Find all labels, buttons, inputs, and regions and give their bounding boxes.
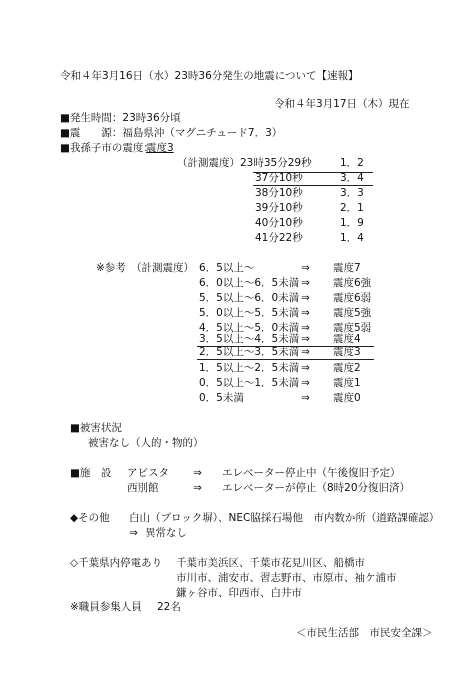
reference-level: 震度0 [333,392,361,404]
staff-label: ※職員参集人員 [70,601,142,613]
measured-value: 3．3 [340,187,364,199]
facility-arrow-icon: ⇒ [193,467,202,479]
outage-area-line: 鎌ヶ谷市、印西市、白井市 [176,587,302,599]
measured-time: 39分10秒 [255,202,303,214]
facility-status: エレベーターが停止（8時20分復旧済） [222,482,411,494]
reference-arrow-icon: ⇒ [301,346,310,358]
measured-value: 3．4 [340,172,364,184]
reference-range: 5．0以上～5．5未満 [199,307,300,319]
reference-level: 震度1 [333,377,361,389]
report-date: 令和４年3月17日（木）現在 [274,98,410,110]
reference-level: 震度6強 [333,277,372,289]
damage-detail: 被害なし（人的・物的） [88,437,204,449]
reference-arrow-icon: ⇒ [301,277,310,289]
reference-arrow-icon: ⇒ [301,322,310,334]
reference-arrow-icon: ⇒ [301,392,310,404]
measured-time: 38分10秒 [255,187,303,199]
reference-arrow-icon: ⇒ [301,333,310,345]
reference-level: 震度7 [333,262,361,274]
reference-range: 6．5以上～ [199,262,255,274]
reference-range: 6．0以上～6．5未満 [199,277,300,289]
reference-arrow-icon: ⇒ [301,307,310,319]
measured-time: 37分10秒 [255,172,303,184]
reference-level: 震度4 [333,333,361,345]
reference-range: 0．5以上～1．5未満 [199,377,300,389]
reference-range: 1．5以上～2．5未満 [199,362,300,374]
reference-arrow-icon: ⇒ [301,377,310,389]
measured-value: 2．1 [340,202,364,214]
staff-count: 22名 [157,601,181,613]
other-detail: 白山（ブロック塀）、NEC脇採石場他 市内数か所（道路課確認） [129,512,440,524]
reference-range: 2．5以上～3．5未満 [199,346,300,358]
facility-status: エレベーター停止中（午後復旧予定） [222,467,401,479]
occurrence-time: ■発生時間：23時36分頃 [60,112,181,124]
facility-arrow-icon: ⇒ [193,482,202,494]
outage-area-line: 市川市、浦安市、習志野市、市原市、袖ケ浦市 [176,572,397,584]
reference-label: ※参考 （計測震度） [96,262,195,274]
damage-heading: ■被害状況 [70,422,122,434]
facilities-heading: ■施 設 [70,467,112,479]
reference-range: 3．5以上～4．5未満 [199,333,300,345]
issuing-department: ＜市民生活部 市民安全課＞ [296,627,433,639]
document-title: 令和４年3月16日（水）23時36分発生の地震について【速報】 [60,70,359,82]
other-arrow-icon: ⇒ [129,527,138,539]
epicenter: ■震 源：福島県沖（マグニチュード7．3） [60,127,283,139]
reference-range: 5．5以上～6．0未満 [199,292,300,304]
reference-level: 震度3 [333,346,361,358]
facility-name: 西別館 [127,482,159,494]
other-result: 異常なし [145,527,187,539]
measured-time: 41分22秒 [255,232,303,244]
measured-value: 1．4 [340,232,364,244]
measured-header-value: 1．2 [340,157,364,169]
reference-level: 震度2 [333,362,361,374]
reference-arrow-icon: ⇒ [301,262,310,274]
outage-area-line: 千葉市美浜区、千葉市花見川区、船橋市 [176,557,365,569]
reference-level: 震度5弱 [333,322,372,334]
reference-level: 震度6弱 [333,292,372,304]
other-heading: ◆その他 [70,512,110,524]
local-intensity-value: 震度3 [146,142,174,154]
reference-arrow-icon: ⇒ [301,362,310,374]
reference-level: 震度5強 [333,307,372,319]
measured-header: （計測震度）23時35分29秒 [177,157,312,169]
facility-name: アビスタ [127,467,169,479]
local-intensity-label: ■我孫子市の震度： [60,142,154,154]
reference-range: 4．5以上～5．0未満 [199,322,300,334]
reference-range: 0．5未満 [199,392,244,404]
measured-value: 1．9 [340,217,364,229]
reference-arrow-icon: ⇒ [301,292,310,304]
outage-heading: ◇千葉県内停電あり [70,557,163,569]
measured-time: 40分10秒 [255,217,303,229]
